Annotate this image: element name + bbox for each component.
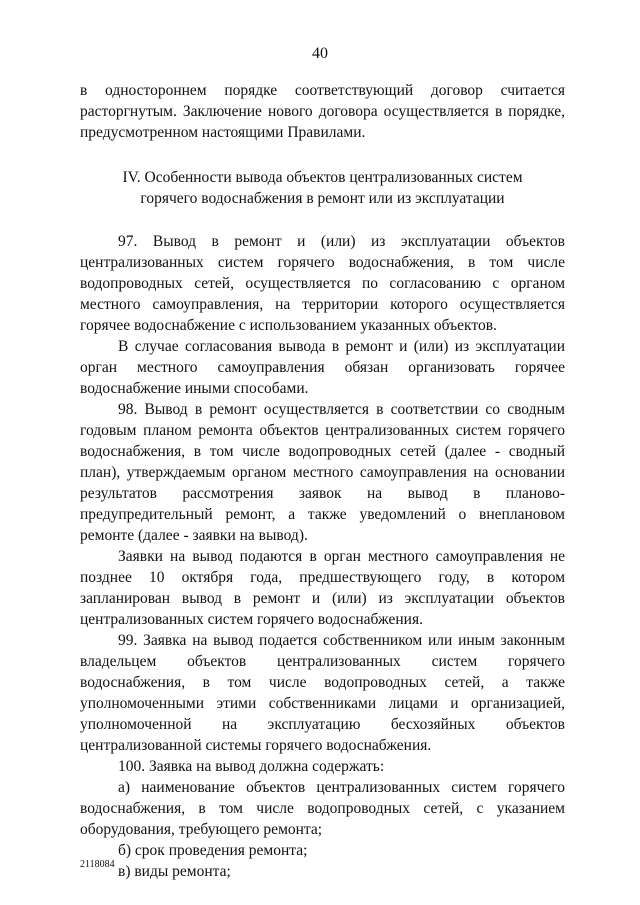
section-heading-line-2: горячего водоснабжения в ремонт или из эксплуатации (140, 190, 505, 207)
paragraph-98-continued: Заявки на вывод подаются в орган местного самоуправления не позднее 10 октября года, предшествующего году, в котором запланирован вывод в ремонт и (или) из эксплуатации объектов централизованных систем горячего водоснабжения. (80, 548, 565, 628)
paragraph-intro: в одностороннем порядке соответствующий договор считается расторгнутым. Заключение нового договора осуществляется в порядке, предусмотренном настоящими Правилами. (80, 82, 565, 141)
paragraph-98: 98. Вывод в ремонт осуществляется в соответствии со сводным годовым планом ремонта объектов централизованных систем горячего водоснабжения, в том числе водопроводных сетей (далее - сводный план), утверждаемым органом местного самоуправления на основании результатов рассмотрения заявок на вывод в планово-предупредительный ремонт, а также уведомлений о внеплановом ремонте (далее - заявки на вывод). (80, 401, 565, 544)
paragraph-99: 99. Заявка на вывод подается собственником или иным законным владельцем объектов централизованных систем горячего водоснабжения, в том числе водопроводных сетей, а также уполномоченными этими собственниками лицами и организацией, уполномоченной на эксплуатацию бесхозяйных объектов централизованной системы горячего водоснабжения. (80, 632, 565, 754)
paragraph-97: 97. Вывод в ремонт и (или) из эксплуатации объектов централизованных систем горячего водоснабжения, в том числе водопроводных сетей, осуществляется по согласованию с органом местного самоуправления, на территории которого осуществляется горячее водоснабжение с использованием указанных объектов. (80, 233, 565, 334)
page-number: 40 (312, 45, 328, 62)
document-code: 2118084 (80, 859, 115, 870)
document-body (80, 80, 565, 882)
section-heading (80, 167, 565, 209)
list-item-b: б) срок проведения ремонта; (118, 842, 308, 859)
section-heading-line-1: IV. Особенности вывода объектов централизованных систем (122, 169, 523, 186)
paragraph-100: 100. Заявка на вывод должна содержать: (118, 758, 385, 775)
paragraph-97-continued: В случае согласования вывода в ремонт и (или) из эксплуатации орган местного самоуправления обязан организовать горячее водоснабжение иными способами. (80, 338, 565, 397)
list-item-c: в) виды ремонта; (118, 863, 231, 880)
list-item-a: а) наименование объектов централизованных систем горячего водоснабжения, в том числе водопроводных сетей, с указанием оборудования, требующего ремонта; (80, 779, 565, 838)
